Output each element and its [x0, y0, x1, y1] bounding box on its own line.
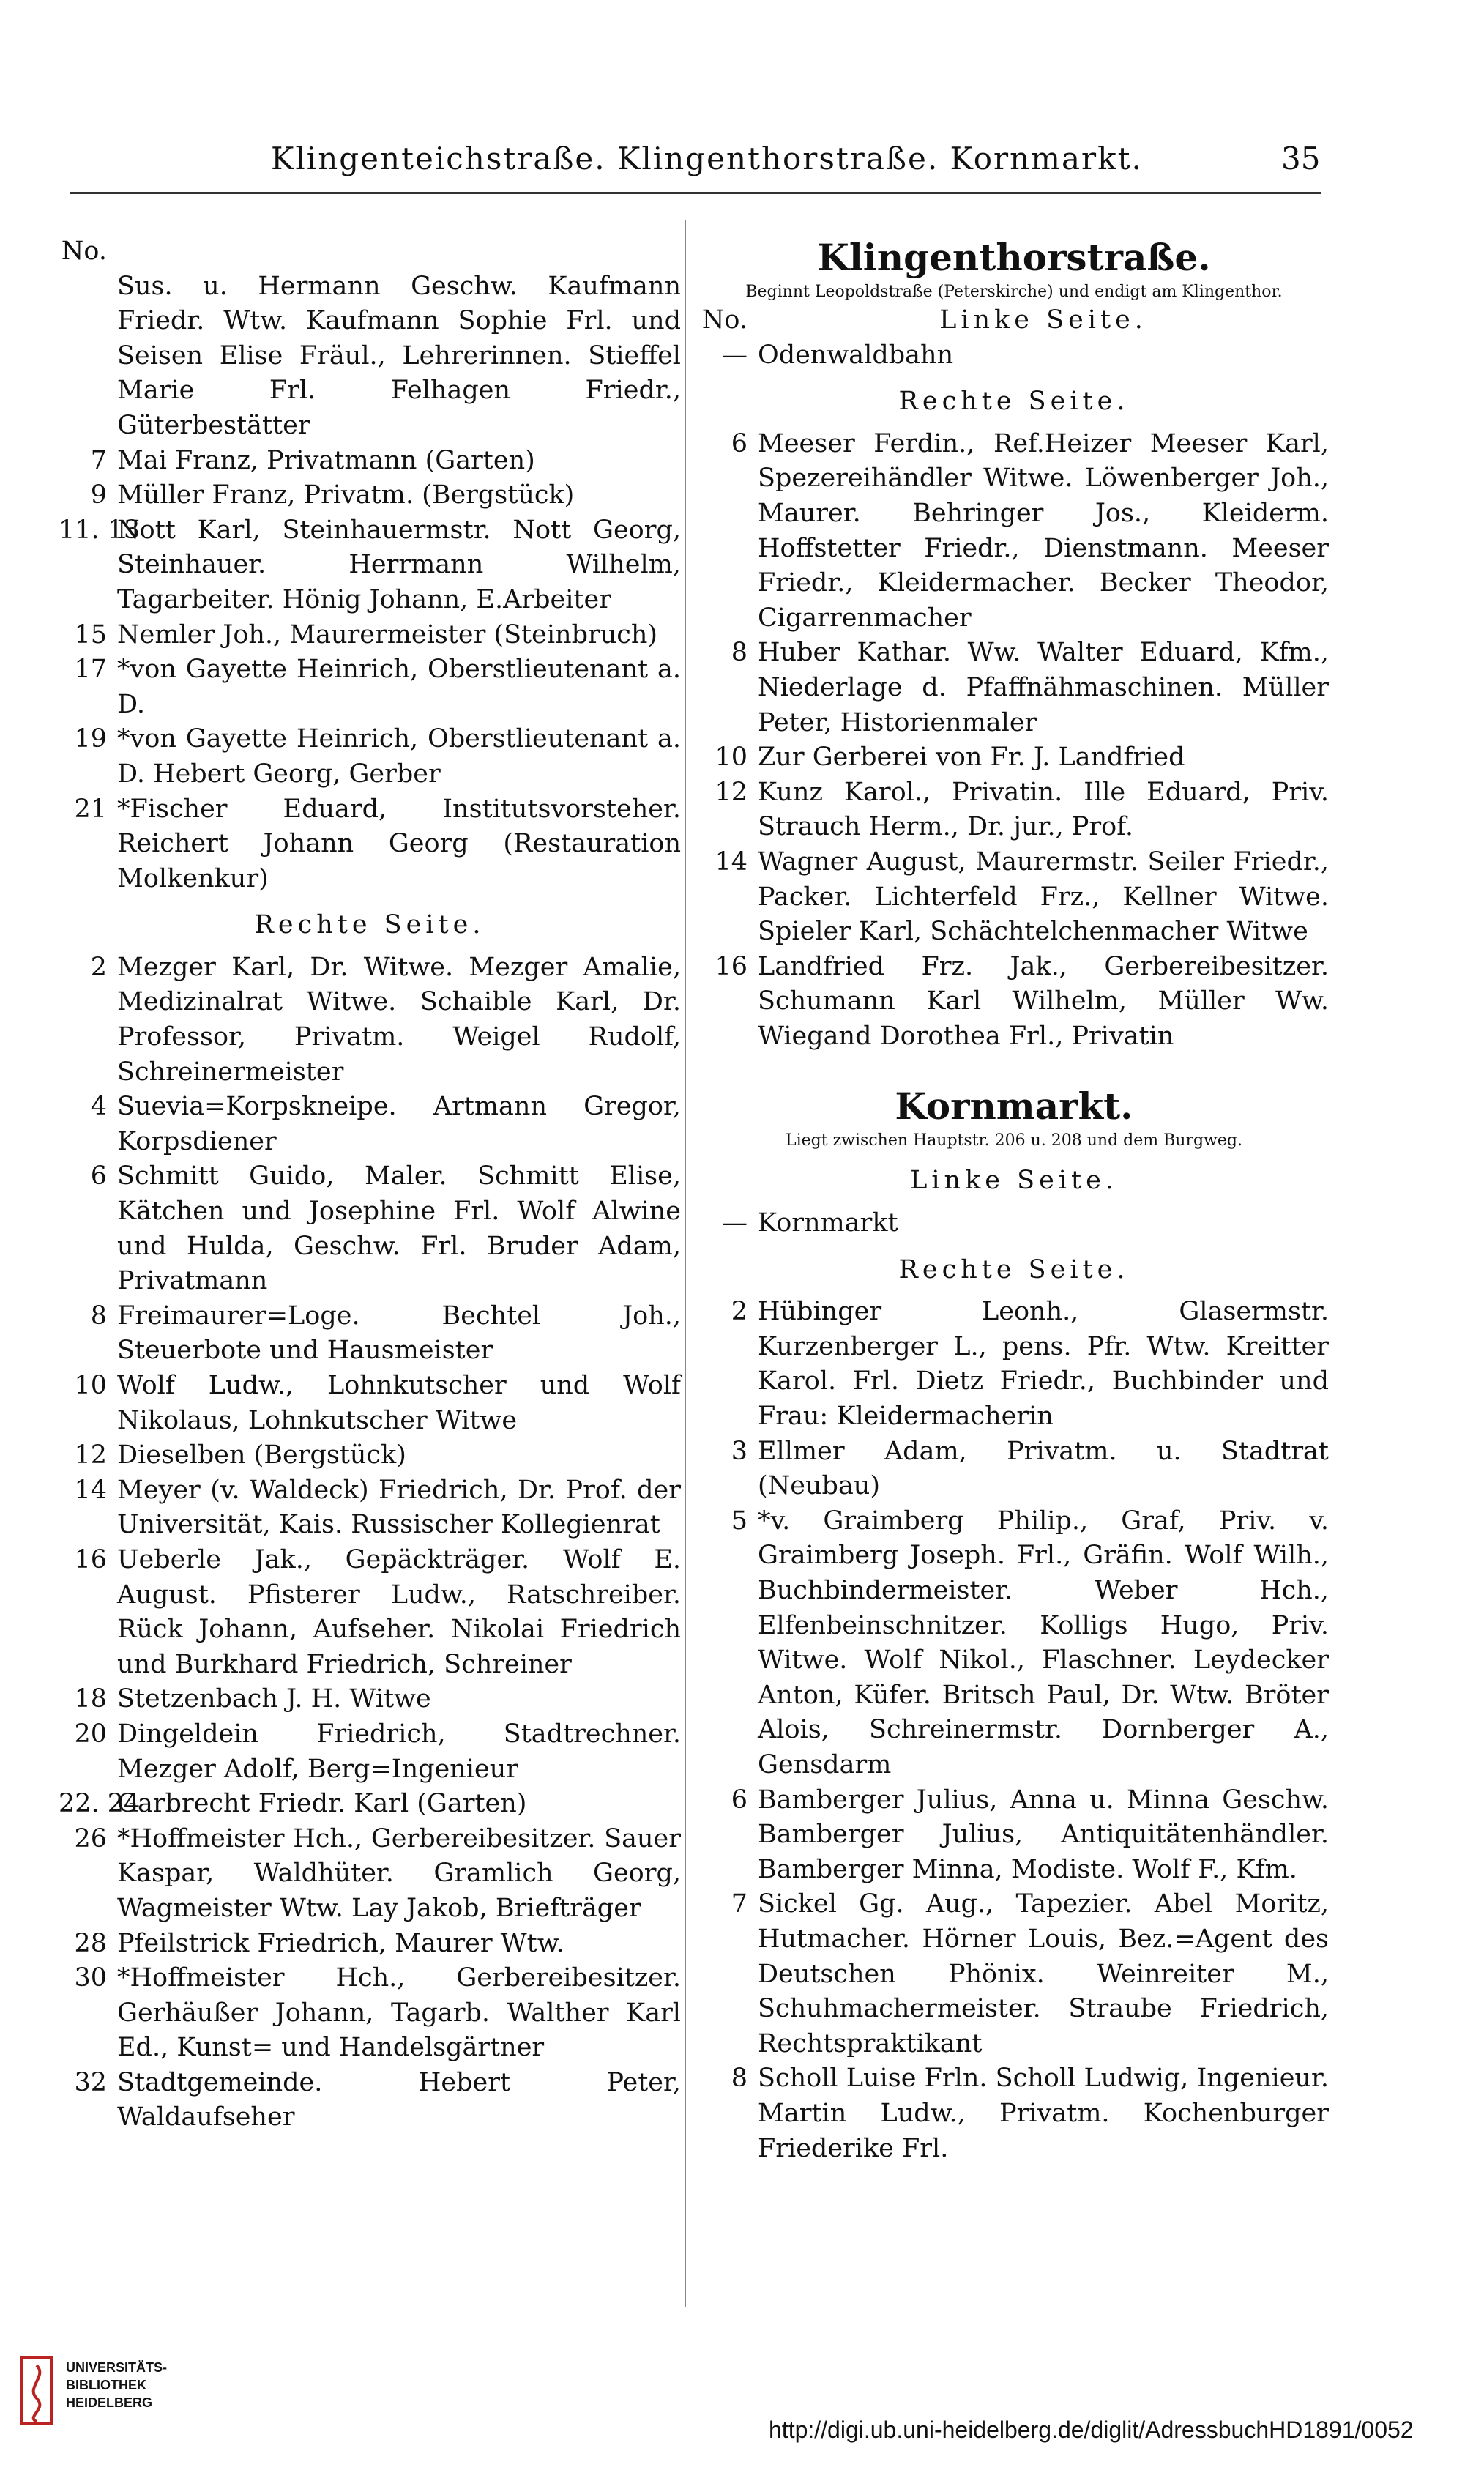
house-number: 6	[731, 428, 747, 458]
entry-text: Meeser Ferdin., Ref.Heizer Meeser Karl, Spezereihändler Witwe. Löwenberger Joh., Maurer. Behringer Jos., Kleiderm. Hoffstetter Friedr., Dienstmann. Meeser Friedr., Kleidermacher. Becker Theodor, Cigarrenmacher	[758, 428, 1329, 633]
entry-text	[117, 234, 681, 269]
address-entry	[699, 740, 1329, 775]
house-number: 22. 24	[59, 1789, 141, 1819]
entry-text: *Hoffmeister Hch., Gerbereibesitzer. Sauer Kaspar, Waldhüter. Gramlich Georg, Wagmeister Wtw. Lay Jakob, Briefträger	[117, 1823, 681, 1923]
house-number: 7	[731, 1889, 747, 1919]
house-number: 12	[74, 1440, 107, 1470]
address-entry	[59, 618, 681, 653]
entry-text: Bamberger Julius, Anna u. Minna Geschw. Bamberger Julius, Antiquitätenhändler. Bamberger Minna, Modiste. Wolf F., Kfm.	[758, 1785, 1329, 1884]
address-entry	[59, 1787, 681, 1822]
address-entry	[699, 1504, 1329, 1783]
house-number: 3	[731, 1436, 747, 1466]
house-number: 18	[74, 1684, 107, 1714]
address-entry	[59, 1682, 681, 1717]
entry-text: Pfeilstrick Friedrich, Maurer Wtw.	[117, 1928, 564, 1958]
entry-text: Dingeldein Friedrich, Stadtrechner. Mezger Adolf, Berg=Ingenieur	[117, 1719, 681, 1784]
section-heading: Linke Seite.	[910, 1166, 1118, 1196]
entry-text: Sickel Gg. Aug., Tapezier. Abel Moritz, Hutmacher. Hörner Louis, Bez.=Agent des Deutschen Phönix. Weinreiter M., Schuhmachermeister. Straube Friedrich, Rechtspraktikant	[758, 1889, 1329, 2058]
address-entry	[699, 338, 1329, 373]
entry-text: Schmitt Guido, Maler. Schmitt Elise, Kätchen und Josephine Frl. Wolf Alwine und Hulda, Geschw. Frl. Bruder Adam, Privatmann	[117, 1161, 681, 1296]
header-rule	[70, 192, 1321, 194]
entry-text: Wolf Ludw., Lohnkutscher und Wolf Nikolaus, Lohnkutscher Witwe	[117, 1371, 681, 1435]
entry-text: Zur Gerberei von Fr. J. Landfried	[758, 743, 1185, 773]
right-column	[699, 234, 1329, 2166]
house-number: 15	[74, 620, 107, 650]
address-entry	[59, 1961, 681, 2066]
entry-text: Ueberle Jak., Gepäckträger. Wolf E. August. Pfisterer Ludw., Ratschreiber. Rück Johann, Aufseher. Nikolai Friedrich und Burkhard Friedrich, Schreiner	[117, 1544, 681, 1679]
entry-text: Stetzenbach J. H. Witwe	[117, 1684, 431, 1714]
address-entry	[699, 1206, 1329, 1241]
house-number: 20	[74, 1719, 107, 1749]
source-url-link[interactable]: http://digi.ub.uni-heidelberg.de/diglit/AdressbuchHD1891/0052	[769, 2417, 1414, 2443]
house-number: 9	[90, 480, 107, 510]
address-entry	[59, 1822, 681, 1927]
address-entry	[699, 1783, 1329, 1888]
section-heading: Rechte Seite.	[254, 910, 485, 940]
house-number: 8	[731, 638, 747, 668]
address-entry	[59, 1090, 681, 1159]
house-number: 6	[90, 1161, 107, 1191]
running-title: Klingenteichstraße. Klingenthorstraße. Kornmarkt.	[271, 141, 1143, 176]
entry-text: Freimaurer=Loge. Bechtel Joh., Steuerbote und Hausmeister	[117, 1301, 681, 1366]
entry-text: Meyer (v. Waldeck) Friedrich, Dr. Prof. der Universität, Kais. Russischer Kollegienrat	[117, 1475, 681, 1540]
house-number: No.	[61, 237, 107, 266]
address-entry	[59, 792, 681, 897]
address-entry	[699, 2061, 1329, 2166]
address-entry	[59, 1543, 681, 1682]
house-number: —	[722, 1208, 747, 1238]
house-number: —	[722, 340, 747, 370]
address-entry	[59, 1717, 681, 1787]
entry-text: Wagner August, Maurermstr. Seiler Friedr., Packer. Lichterfeld Frz., Kellner Witwe. Spieler Karl, Schächtelchenmacher Witwe	[758, 847, 1329, 947]
house-number: 12	[715, 777, 747, 807]
entry-text: Huber Kathar. Ww. Walter Eduard, Kfm., Niederlage d. Pfaffnähmaschinen. Müller Peter, Historienmaler	[758, 638, 1329, 737]
entry-text: Kornmarkt	[758, 1208, 898, 1238]
house-number: 4	[90, 1092, 107, 1122]
street-title: Kornmarkt.	[895, 1085, 1133, 1128]
house-number: 10	[715, 743, 747, 773]
entry-text: *von Gayette Heinrich, Oberstlieutenant a. D.	[117, 655, 681, 719]
entry-text: Mai Franz, Privatmann (Garten)	[117, 445, 535, 475]
section-heading: Rechte Seite.	[898, 1254, 1130, 1284]
house-number: 14	[715, 847, 747, 877]
house-number: 28	[74, 1928, 107, 1958]
address-entry	[699, 636, 1329, 740]
house-number: 16	[74, 1544, 107, 1574]
entry-text: Ellmer Adam, Privatm. u. Stadtrat (Neubau)	[758, 1436, 1329, 1501]
entry-text: Kunz Karol., Privatin. Ille Eduard, Priv. Strauch Herm., Dr. jur., Prof.	[758, 777, 1329, 842]
house-number: 7	[90, 445, 107, 475]
house-number: 8	[731, 2064, 747, 2094]
address-entry	[59, 1299, 681, 1369]
house-number: 6	[731, 1785, 747, 1815]
house-number: 10	[74, 1371, 107, 1400]
house-number: 32	[74, 2067, 107, 2097]
entry-text: Dieselben (Bergstück)	[117, 1440, 406, 1470]
column-divider	[685, 220, 686, 2307]
address-entry	[699, 427, 1329, 636]
entry-text: Hübinger Leonh., Glasermstr. Kurzenberger L., pens. Pfr. Wtw. Kreitter Karol. Frl. Dietz Friedr., Buchbinder und Frau: Kleidermacherin	[758, 1297, 1329, 1432]
house-number: 2	[731, 1297, 747, 1327]
entry-text: *von Gayette Heinrich, Oberstlieutenant a. D. Hebert Georg, Gerber	[117, 724, 681, 789]
library-emblem-icon	[15, 2354, 59, 2428]
address-entry	[59, 1927, 681, 1962]
address-entry	[59, 1473, 681, 1543]
section-heading: Rechte Seite.	[898, 387, 1130, 417]
address-entry	[59, 513, 681, 618]
address-entry	[59, 444, 681, 479]
entry-text: Garbrecht Friedr. Karl (Garten)	[117, 1789, 527, 1819]
address-entry	[699, 1887, 1329, 2061]
street-title: Klingenthorstraße.	[817, 236, 1211, 279]
house-number: 8	[90, 1301, 107, 1331]
entry-text: Nott Karl, Steinhauermstr. Nott Georg, Steinhauer. Herrmann Wilhelm, Tagarbeiter. Hönig Johann, E.Arbeiter	[117, 515, 681, 614]
left-column	[59, 234, 681, 2135]
entry-text: *Fischer Eduard, Institutsvorsteher. Reichert Johann Georg (Restauration Molkenkur)	[117, 794, 681, 893]
address-entry	[59, 1159, 681, 1298]
column-heading	[699, 303, 1329, 338]
house-number: No.	[701, 305, 747, 335]
entry-text: Mezger Karl, Dr. Witwe. Mezger Amalie, Medizinalrat Witwe. Schaible Karl, Dr. Professor, Privatm. Weigel Rudolf, Schreinermeister	[117, 952, 681, 1087]
address-entry	[699, 775, 1329, 845]
address-entry	[59, 478, 681, 513]
page-header	[0, 141, 1484, 185]
entry-text: Landfried Frz. Jak., Gerbereibesitzer. Schumann Karl Wilhelm, Müller Ww. Wiegand Dorothea Frl., Privatin	[758, 951, 1329, 1051]
address-entry	[59, 1369, 681, 1438]
house-number: 17	[74, 655, 107, 685]
address-entry	[59, 234, 681, 269]
address-entry	[699, 1295, 1329, 1434]
house-number: 2	[90, 952, 107, 982]
entry-text: Sus. u. Hermann Geschw. Kaufmann Friedr. Wtw. Kaufmann Sophie Frl. und Seisen Elise Fräul., Lehrerinnen. Stieffel Marie Frl. Felhagen Friedr., Güterbestätter	[117, 271, 681, 440]
address-entry	[59, 2066, 681, 2135]
entry-text: *Hoffmeister Hch., Gerbereibesitzer. Gerhäußer Johann, Tagarb. Walther Karl Ed., Kunst= und Handelsgärtner	[117, 1963, 681, 2063]
address-entry	[699, 845, 1329, 950]
address-entry	[699, 950, 1329, 1054]
address-entry	[59, 652, 681, 722]
street-description: Beginnt Leopoldstraße (Peterskirche) und endigt am Klingenthor.	[745, 283, 1283, 301]
house-number: 5	[731, 1506, 747, 1536]
house-number: 30	[74, 1963, 107, 1993]
street-description: Liegt zwischen Hauptstr. 206 u. 208 und dem Burgweg.	[786, 1131, 1242, 1150]
entry-text: Odenwaldbahn	[758, 340, 954, 370]
entry-text: Müller Franz, Privatm. (Bergstück)	[117, 480, 575, 510]
house-number: 19	[74, 724, 107, 754]
house-number: 16	[715, 951, 747, 981]
house-number	[59, 269, 117, 444]
page-number: 35	[1281, 141, 1321, 176]
house-number: 21	[74, 794, 107, 824]
entry-text: Stadtgemeinde. Hebert Peter, Waldaufseher	[117, 2067, 681, 2132]
entry-text: *v. Graimberg Philip., Graf, Priv. v. Graimberg Joseph. Frl., Gräfin. Wolf Wilh., Buchbindermeister. Weber Hch., Elfenbeinschnitzer. Kolligs Hugo, Priv. Witwe. Wolf Nikol., Flaschner. Leydecker Anton, Küfer. Britsch Paul, Dr. Wtw. Bröter Alois, Schreinermstr. Dornberger A., Gensdarm	[758, 1506, 1329, 1779]
address-entry	[59, 269, 681, 444]
entry-text: Suevia=Korpskneipe. Artmann Gregor, Korpsdiener	[117, 1092, 681, 1156]
entry-text: Nemler Joh., Maurermeister (Steinbruch)	[117, 620, 658, 650]
address-entry	[59, 1438, 681, 1473]
address-entry	[59, 951, 681, 1090]
entry-text: Linke Seite.	[939, 305, 1147, 335]
house-number: 14	[74, 1475, 107, 1505]
house-number: 26	[74, 1823, 107, 1853]
library-name: UNIVERSITÄTS- BIBLIOTHEK HEIDELBERG	[66, 2360, 168, 2410]
address-entry	[59, 722, 681, 792]
library-logo	[15, 2354, 198, 2435]
address-entry	[699, 1435, 1329, 1504]
entry-text: Scholl Luise Frln. Scholl Ludwig, Ingenieur. Martin Ludw., Privatm. Kochenburger Friederike Frl.	[758, 2064, 1329, 2163]
house-number: 11. 13	[59, 515, 141, 545]
